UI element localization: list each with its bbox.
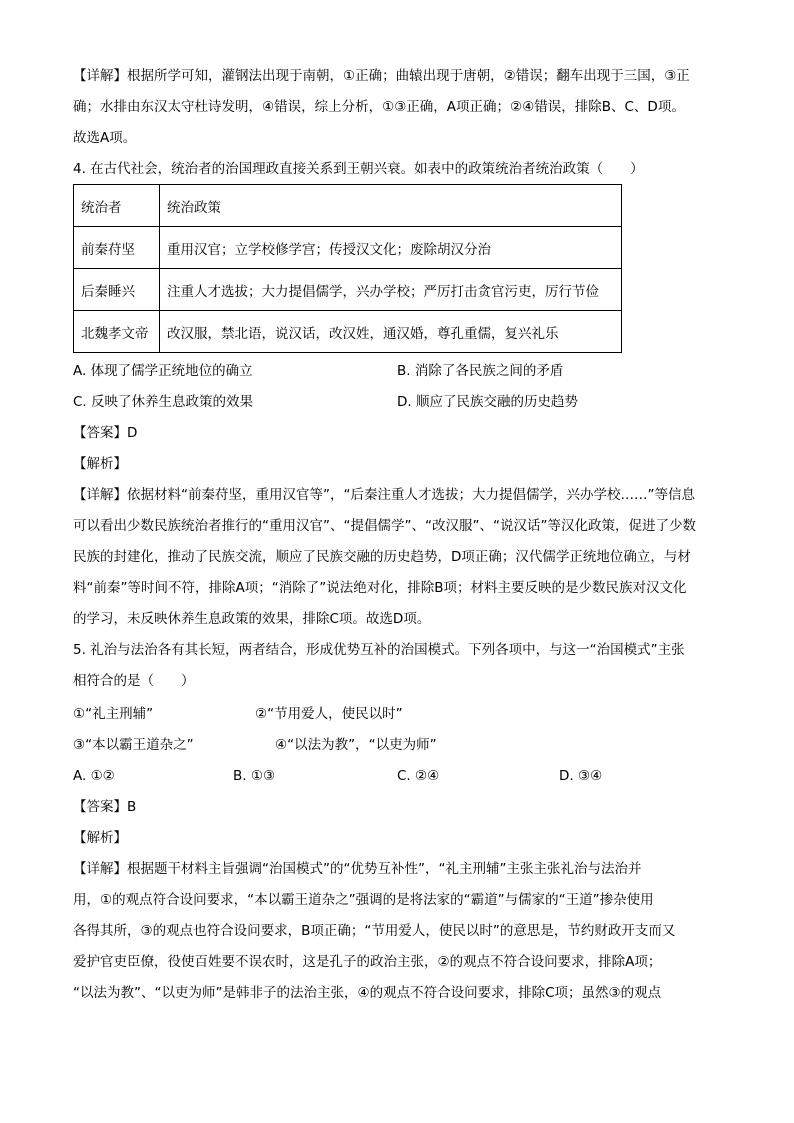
- q5-stem-line-1: 5. 礼治与法治各有其长短，两者结合，形成优势互补的治国模式。下列各项中，与这一“治国模式”主张: [73, 642, 685, 658]
- q5-item-3: ③“本以霸王道杂之”: [73, 737, 194, 753]
- q5-detail-line-5: “以法为教”、“以吏为师”是韩非子的法治主张，④的观点不符合设问要求，排除C项；虽然③的观点: [73, 985, 662, 1001]
- q5-option-d: D. ③④: [559, 768, 603, 784]
- q4-option-c: C. 反映了休养生息政策的效果: [73, 394, 254, 410]
- q5-item-4: ④“以法为教”，“以吏为师”: [275, 737, 437, 753]
- q4-option-b: B. 消除了各民族之间的矛盾: [397, 363, 564, 379]
- q5-option-b: B. ①③: [233, 768, 276, 784]
- table-header-row: [74, 185, 622, 227]
- q3-detail-line-1: 【详解】根据所学可知，灌钢法出现于南朝，①正确；曲辕出现于唐朝，②错误；翻车出现于三国，③正: [73, 68, 690, 84]
- q4-detail-line-1: 【详解】依据材料“前秦苻坚，重用汉官等”，“后秦注重人才选拔；大力提倡儒学，兴办学校……”等信息: [73, 487, 695, 503]
- table-row: [74, 269, 622, 311]
- q4-stem: 4. 在古代社会，统治者的治国理政直接关系到王朝兴衰。如表中的政策统治者统治政策（ ）: [73, 161, 644, 177]
- table-header-ruler: 统治者: [74, 185, 160, 227]
- q5-option-c: C. ②④: [397, 768, 440, 784]
- q5-detail-line-4: 爱护官吏臣僚，役使百姓要不误农时，这是孔子的政治主张，②的观点不符合设问要求，排除A项；: [73, 954, 662, 970]
- q5-detail-line-2: 用，①的观点符合设问要求，“本以霸王道杂之”强调的是将法家的“霸道”与儒家的“王道”掺杂使用: [73, 892, 654, 908]
- table-row: [74, 227, 622, 269]
- q3-detail-line-2: 确；水排由东汉太守杜诗发明，④错误，综上分析，①③正确，A项正确；②④错误，排除B、C、D项。: [73, 99, 685, 115]
- q3-detail-line-3: 故选A项。: [73, 130, 137, 146]
- table-cell-ruler: 北魏孝文帝: [74, 311, 160, 353]
- q4-answer: 【答案】D: [73, 425, 138, 441]
- q5-stem-line-2: 相符合的是（ ）: [73, 673, 195, 689]
- q4-option-a: A. 体现了儒学正统地位的确立: [73, 363, 253, 379]
- policy-table: [73, 184, 622, 353]
- table-cell-ruler: 前秦苻坚: [74, 227, 160, 269]
- q4-detail-line-2: 可以看出少数民族统治者推行的“重用汉官”、“提倡儒学”、“改汉服”、“说汉话”等汉化政策，促进了少数: [73, 518, 696, 534]
- q5-detail-line-1: 【详解】根据题干材料主旨强调“治国模式”的“优势互补性”，“礼主刑辅”主张主张礼治与法治并: [73, 861, 642, 877]
- q4-detail-line-5: 的学习，未反映休养生息政策的效果，排除C项。故选D项。: [73, 611, 431, 627]
- table-cell-ruler: 后秦睡兴: [74, 269, 160, 311]
- q5-analysis-label: 【解析】: [73, 830, 127, 846]
- table-cell-policy: 注重人才选拔；大力提倡儒学，兴办学校；严厉打击贪官污吏，厉行节俭: [160, 269, 622, 311]
- table-cell-policy: 改汉服，禁北语，说汉话，改汉姓，通汉婚，尊孔重儒，复兴礼乐: [160, 311, 622, 353]
- q4-option-d: D. 顺应了民族交融的历史趋势: [397, 394, 578, 410]
- q5-item-2: ②“节用爱人，使民以时”: [255, 706, 403, 722]
- table-row: [74, 311, 622, 353]
- q5-option-a: A. ①②: [73, 768, 115, 784]
- q5-item-1: ①“礼主刑辅”: [73, 706, 154, 722]
- q5-answer: 【答案】B: [73, 799, 137, 815]
- q4-detail-line-3: 民族的封建化，推动了民族交流，顺应了民族交融的历史趋势，D项正确；汉代儒学正统地位确立，与材: [73, 549, 691, 565]
- q4-detail-line-4: 料“前秦”等时间不符，排除A项；“消除了”说法绝对化，排除B项；材料主要反映的是少数民族对汉文化: [73, 580, 687, 596]
- table-header-policy: 统治政策: [160, 185, 622, 227]
- table-cell-policy: 重用汉官；立学校修学宫；传授汉文化；废除胡汉分治: [160, 227, 622, 269]
- q5-detail-line-3: 各得其所，③的观点也符合设问要求，B项正确；“节用爱人，使民以时”的意思是，节约财政开支而又: [73, 923, 676, 939]
- q4-analysis-label: 【解析】: [73, 456, 127, 472]
